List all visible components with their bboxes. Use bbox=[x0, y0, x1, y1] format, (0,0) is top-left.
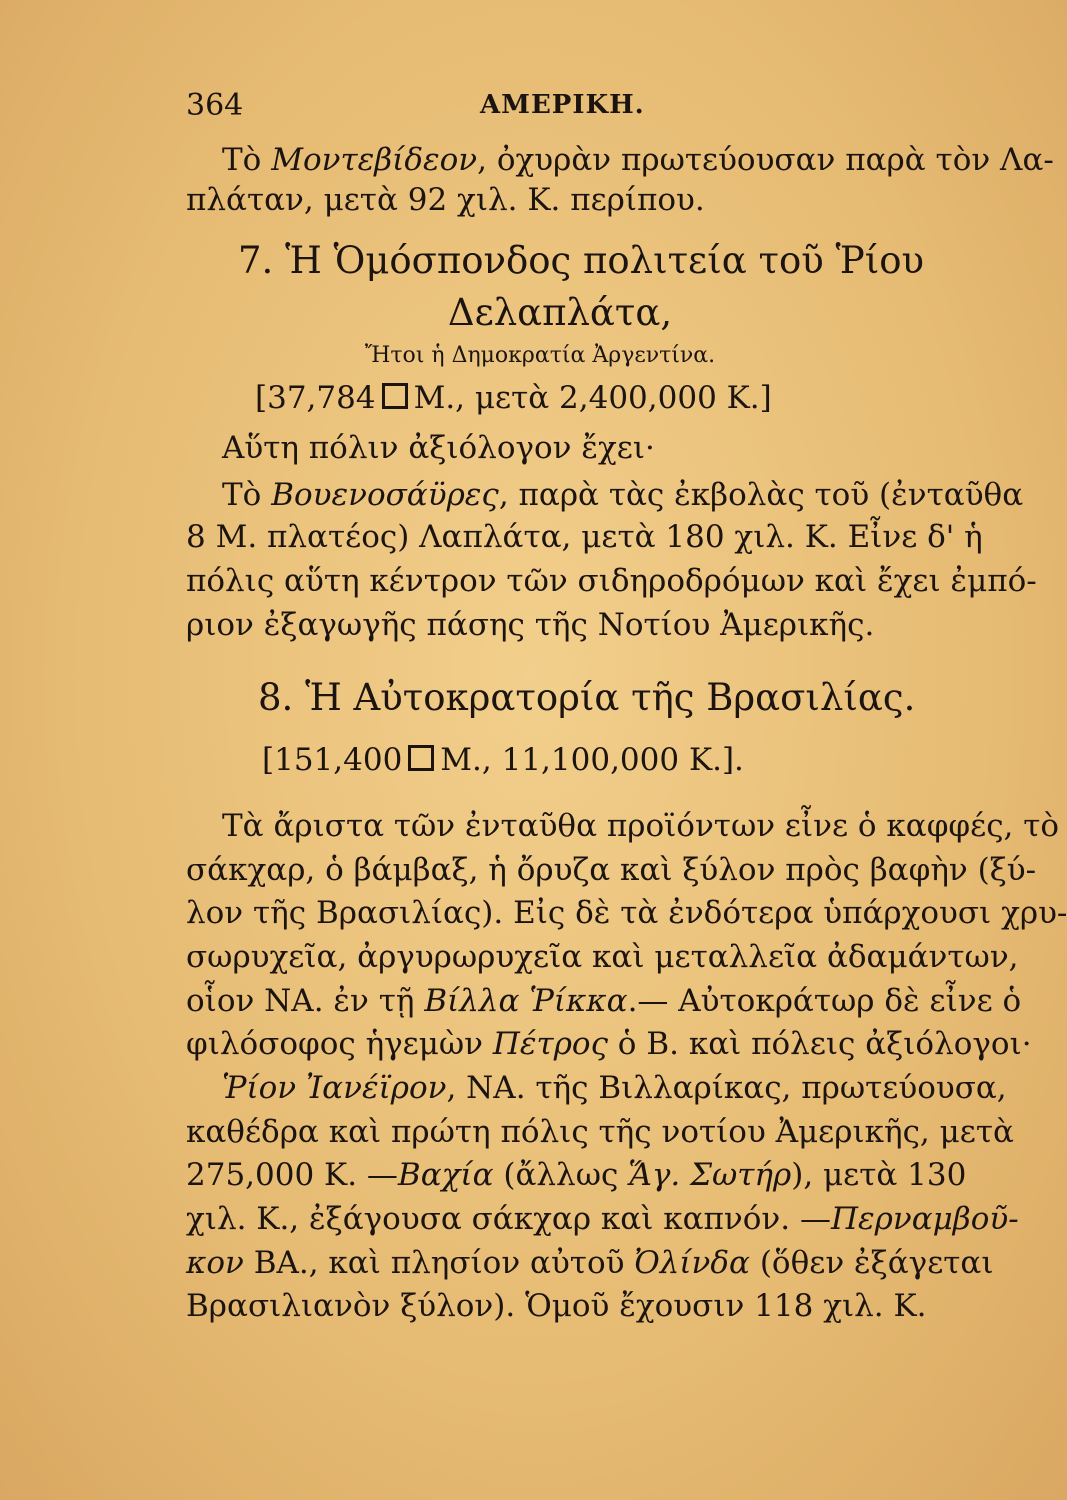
text-line: Τὰ ἄριστα τῶν ἐνταῦθα προϊόντων εἶνε ὁ καφφές, τὸ bbox=[222, 808, 1060, 844]
section-7-stats: [37,784 Μ., μετὰ 2,400,000 Κ.] bbox=[255, 380, 772, 416]
text-line: Τὸ Βουενοσάϋρες, παρὰ τὰς ἐκβολὰς τοῦ (ἐνταῦθα bbox=[222, 477, 1024, 513]
text-line: Αὕτη πόλιν ἀξιόλογον ἔχει· bbox=[222, 430, 655, 466]
text-line: πλάταν, μετὰ 92 χιλ. Κ. περίπου. bbox=[186, 182, 705, 218]
square-miles-symbol bbox=[382, 383, 408, 409]
text-line: Βρασιλιανὸν ξύλον). Ὁμοῦ ἔχουσιν 118 χιλ. Κ. bbox=[186, 1288, 927, 1324]
text-line: χιλ. Κ., ἐξάγουσα σάκχαρ καὶ καπνόν. —Περναμβοῦ- bbox=[186, 1201, 1019, 1237]
text-line: 275,000 Κ. —Βαχία (ἄλλως Ἅγ. Σωτήρ), μετὰ 130 bbox=[186, 1157, 967, 1193]
text-line: οἷον ΝΑ. ἐν τῇ Βίλλα Ῥίκκα.— Αὐτοκράτωρ δὲ εἶνε ὁ bbox=[186, 983, 1022, 1019]
square-miles-symbol bbox=[408, 745, 434, 771]
text-line: πόλις αὕτη κέντρον τῶν σιδηροδρόμων καὶ ἔχει ἐμπό- bbox=[186, 563, 1037, 599]
text-line: 8 Μ. πλατέος) Λαπλάτα, μετὰ 180 χιλ. Κ. Εἶνε δ' ἡ bbox=[186, 519, 983, 555]
text-line: καθέδρα καὶ πρώτη πόλις τῆς νοτίου Ἀμερικῆς, μετὰ bbox=[186, 1114, 1014, 1150]
text-line: ριον ἐξαγωγῆς πάσης τῆς Νοτίου Ἀμερικῆς. bbox=[186, 607, 875, 643]
section-8-stats: [151,400 Μ., 11,100,000 Κ.]. bbox=[262, 742, 744, 778]
section-8-heading: 8. Ἡ Αὐτοκρατορία τῆς Βρασιλίας. bbox=[258, 676, 916, 719]
text-line: Ῥίον Ἰανέϊρον, ΝΑ. τῆς Βιλλαρίκας, πρωτεύουσα, bbox=[222, 1070, 1007, 1106]
section-7-heading: 7. Ἡ Ὁμόσπονδος πολιτεία τοῦ Ῥίου bbox=[238, 239, 924, 282]
section-7-heading-cont: Δελαπλάτα, bbox=[447, 291, 673, 334]
text-line: σάκχαρ, ὁ βάμβαξ, ἡ ὄρυζα καὶ ξύλον πρὸς βαφὴν (ξύ- bbox=[186, 852, 1037, 888]
running-title: ΑΜΕΡΙΚΗ. bbox=[480, 90, 645, 120]
text-line: λον τῆς Βρασιλίας). Εἰς δὲ τὰ ἐνδότερα ὑπάρχουσι χρυ- bbox=[186, 895, 1067, 931]
text-line: κον ΒΑ., καὶ πλησίον αὐτοῦ Ὀλίνδα (ὅθεν ἐξάγεται bbox=[186, 1245, 994, 1281]
page-number: 364 bbox=[186, 88, 244, 123]
text-line: φιλόσοφος ἡγεμὼν Πέτρος ὁ Β. καὶ πόλεις ἀξιόλογοι· bbox=[186, 1026, 1032, 1062]
text-line: Τὸ Μοντεβίδεον, ὀχυρὰν πρωτεύουσαν παρὰ τὸν Λα- bbox=[222, 142, 1054, 178]
text-line: σωρυχεῖα, ἀργυρωρυχεῖα καὶ μεταλλεῖα ἀδαμάντων, bbox=[186, 939, 1019, 975]
section-7-subtitle: Ἤτοι ἡ Δημοκρατία Ἀργεντίνα. bbox=[364, 343, 716, 368]
